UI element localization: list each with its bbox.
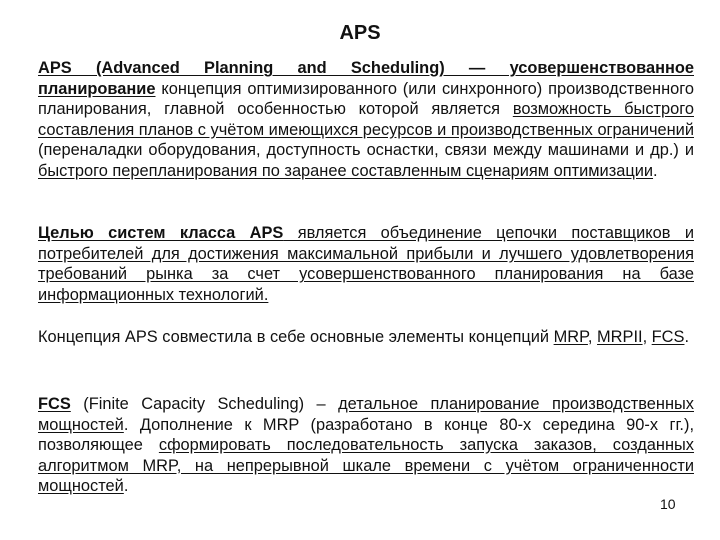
p1-period: . — [653, 161, 658, 180]
aps-replanning: быстрого перепланирования по заранее составленным сценариям оптимизации — [38, 161, 654, 180]
page-number: 10 — [660, 496, 676, 512]
aps-goal-text: является объединение цепочки поставщиков и потребителей для достижения максимальной прибыли и лучшего удовлетворения требований рынка за счет усовершенствованного планирования на базе информационных технологий. — [38, 224, 694, 304]
aps-key-feature: возможность быстрого составления планов с учётом имеющихся ресурсов и производственных ограничений — [38, 100, 694, 139]
p3-comma-1: , — [587, 328, 598, 346]
aps-term: APS (Advanced Planning and Scheduling) — усовершенствованное планирование — [38, 59, 694, 98]
fcs-addition-text: . Дополнение к MRP (разработано в конце 80-х середина 90-х гг.), позволяющее — [38, 415, 694, 454]
aps-concepts-text: Концепция APS совместила в себе основные элементы концепций — [38, 328, 554, 346]
aps-constraints-text: (переналадки оборудования, доступность оснастки, связи между машинами и др.) и — [38, 141, 694, 159]
aps-definition-paragraph — [38, 58, 694, 181]
mrp-link[interactable]: MRP — [553, 328, 588, 346]
fcs-definition-paragraph — [38, 394, 694, 497]
fcs-expansion: (Finite Capacity Scheduling) – — [70, 395, 339, 413]
aps-goal-term: Целью систем класса APS — [38, 224, 284, 242]
aps-goal-paragraph — [38, 223, 694, 305]
p3-period: . — [684, 328, 690, 346]
p4-period: . — [123, 477, 129, 495]
slide-title: APS — [339, 22, 381, 44]
fcs-detailed-planning: детальное планирование производственных мощностей — [38, 395, 694, 434]
mrpii-link[interactable]: MRPII — [597, 328, 643, 346]
fcs-link[interactable]: FCS — [651, 328, 685, 346]
fcs-term: FCS — [38, 395, 71, 413]
aps-definition-text: концепция оптимизированного (или синхронного) производственного планирования, главной особенностью которой является — [38, 79, 694, 118]
fcs-sequence-text: сформировать последовательность запуска заказов, созданных алгоритмом MRP, на непрерывной шкале времени с учётом ограниченности мощностей — [38, 436, 695, 495]
aps-concepts-paragraph — [38, 327, 694, 348]
p3-comma-2: , — [642, 328, 652, 346]
